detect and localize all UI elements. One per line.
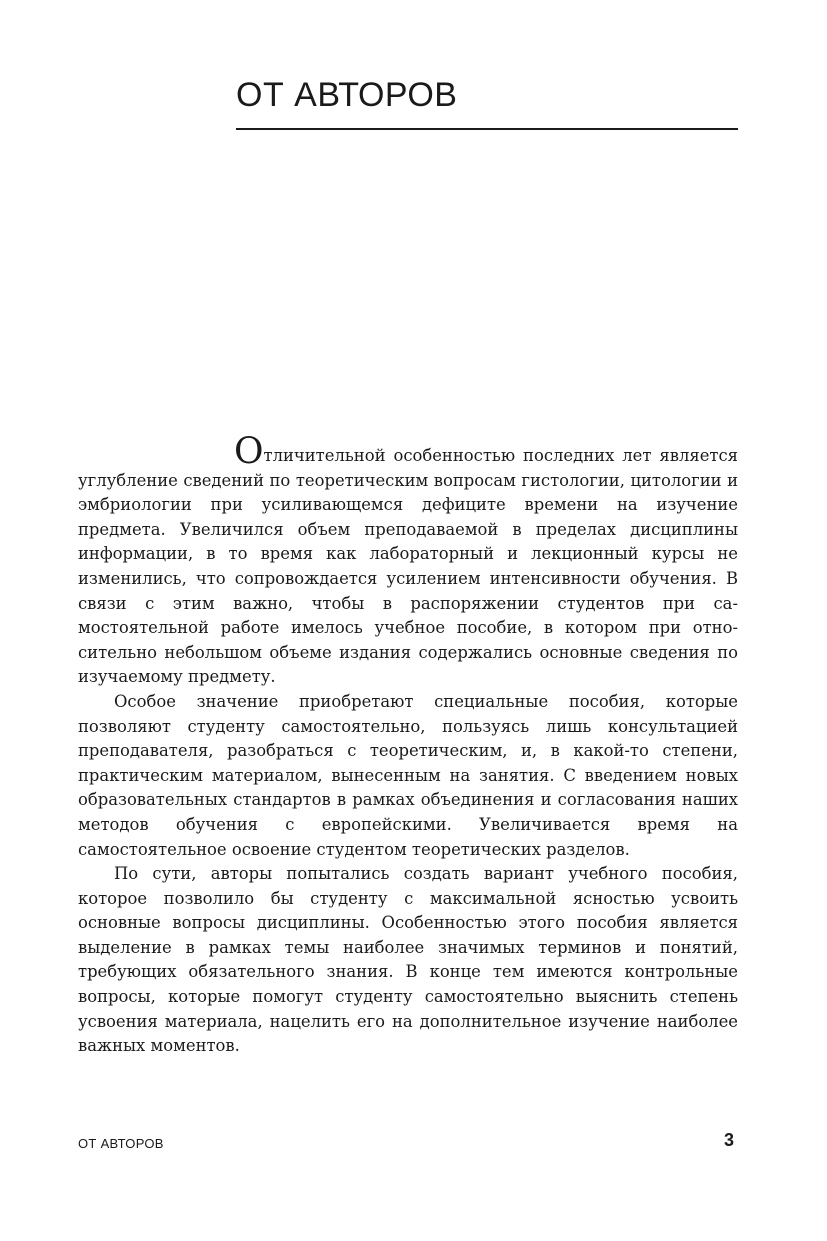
chapter-title: ОТ АВТОРОВ: [236, 76, 458, 114]
paragraph-3: По сути, авторы попытались создать вариант учебного пособия, которое позволило бы студенту с максимальной ясностью усвоить основные вопросы дисциплины. Особенностью этого пособия является выделение в рамках темы наиболее значимых терминов и понятий, требующих обязательного знания. В конце тем имеются контрольные вопросы, которые помогут студенту самостоятельно выяснить степень усвоения материала, нацелить его на дополнительное изучение наиболее важных моментов.: [78, 864, 738, 1056]
running-footer: ОТ АВТОРОВ: [78, 1136, 164, 1151]
drop-cap: О: [234, 431, 264, 472]
title-rule: [236, 128, 738, 130]
page-number: 3: [724, 1130, 735, 1150]
paragraph-2: Особое значение приобретают специальные пособия, которые позволяют студенту самостоятельно, пользуясь лишь консультацией преподавателя, разобраться с теоретическим, и, в какой-то степени, практическим материалом, вынесенным на занятия. С введением новых образовательных стандартов в рамках объединения и согласования наших методов обучения с европейскими. Увеличивается время на самостоятельное освоение студентом теоретических разделов.: [78, 691, 738, 859]
paragraph-1: [78, 431, 738, 690]
paragraph-1-text: тличительной особенностью последних лет является углубление сведений по теоретическим вопросам гистологии, цитологии и эмбриологии при усиливающемся дефиците времени на изучение предмета. Увеличился объем преподаваемой в пределах дисциплины информации, в то время как лабораторный и лекционный курсы не изменились, что сопровождается усилением интенсивности обучения. В связи с этим важно, чтобы в распоряжении студентов при самостоятельной работе имелось учебное пособие, в котором при относительно небольшом объеме издания содержались основные сведения по изучаемому предмету.: [78, 446, 738, 687]
body-text: [78, 431, 738, 1059]
